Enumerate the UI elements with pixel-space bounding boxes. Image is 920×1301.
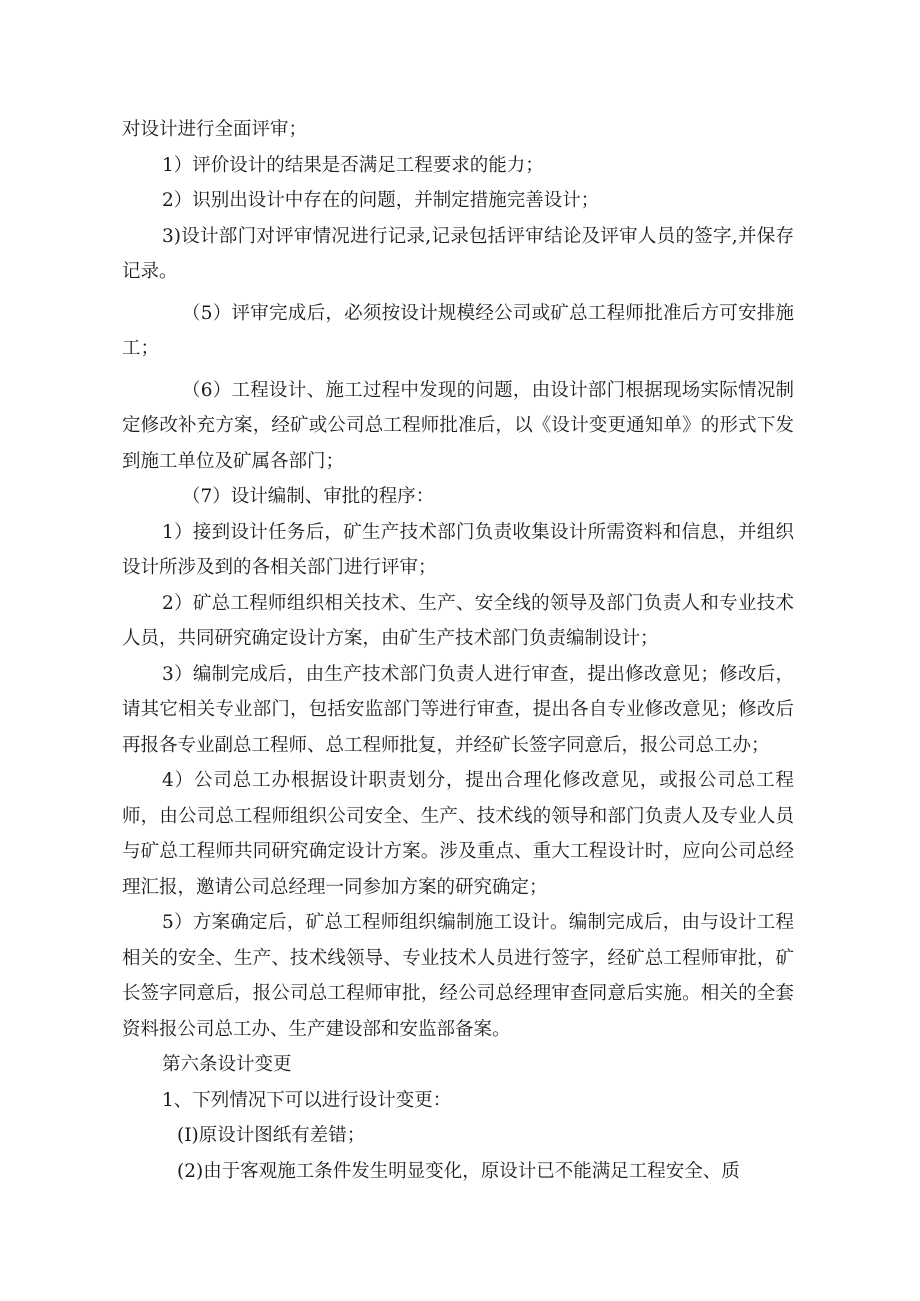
paragraph-12: 5）方案确定后，矿总工程师组织编制施工设计。编制完成后，由与设计工程相关的安全、生产、技术线领导、专业技术人员进行签字，经矿总工程师审批，矿长签字同意后，报公司总工程师审批，经公司总经理审查同意后实施。相关的全套资料报公司总工办、生产建设部和安监部备案。 — [122, 912, 794, 1040]
paragraph-16: (2)由于客观施工条件发生明显变化，原设计已不能满足工程安全、质 — [177, 1160, 740, 1182]
paragraph-8: 1）接到设计任务后，矿生产技术部门负责收集设计所需资料和信息，并组织设计所涉及到的各相关部门进行评审； — [122, 521, 794, 578]
paragraph-1: 对设计进行全面评审； — [122, 119, 308, 140]
paragraph-9: 2）矿总工程师组织相关技术、生产、安全线的领导及部门负责人和专业技术人员，共同研究确定设计方案，由矿生产技术部门负责编制设计； — [122, 592, 794, 649]
section-heading: 第六条设计变更 — [162, 1054, 292, 1075]
paragraph-3: 2）识别出设计中存在的问题，并制定措施完善设计； — [162, 190, 600, 211]
paragraph-14: 1、下列情况下可以进行设计变更： — [162, 1089, 452, 1111]
paragraph-11: 4）公司总工办根据设计职责划分，提出合理化修改意见，或报公司总工程师，由公司总工程师组织公司安全、生产、技术线的领导和部门负责人及专业人员与矿总工程师共同研究确定设计方案。涉及重点、重大工程设计时，应向公司总经理汇报，邀请公司总经理一同参加方案的研究确定； — [122, 770, 794, 898]
paragraph-2: 1）评价设计的结果是否满足工程要求的能力； — [162, 154, 544, 176]
paragraph-5: （5）评审完成后，必须按设计规模经公司或矿总工程师批准后方可安排施工； — [122, 302, 794, 359]
paragraph-10: 3）编制完成后，由生产技术部门负责人进行审查，提出修改意见；修改后，请其它相关专业部门，包括安监部门等进行审查，提出各自专业修改意见；修改后再报各专业副总工程师、总工程师批复，并经矿长签字同意后，报公司总工办； — [122, 663, 794, 756]
paragraph-7: （7）设计编制、审批的程序： — [182, 486, 435, 507]
paragraph-4: 3)设计部门对评审情况进行记录,记录包括评审结论及评审人员的签字,并保存记录。 — [122, 225, 794, 282]
paragraph-6: （6）工程设计、施工过程中发现的问题，由设计部门根据现场实际情况制定修改补充方案，经矿或公司总工程师批准后，以《设计变更通知单》的形式下发到施工单位及矿属各部门； — [122, 379, 794, 472]
paragraph-15: (I)原设计图纸有差错； — [177, 1125, 366, 1146]
